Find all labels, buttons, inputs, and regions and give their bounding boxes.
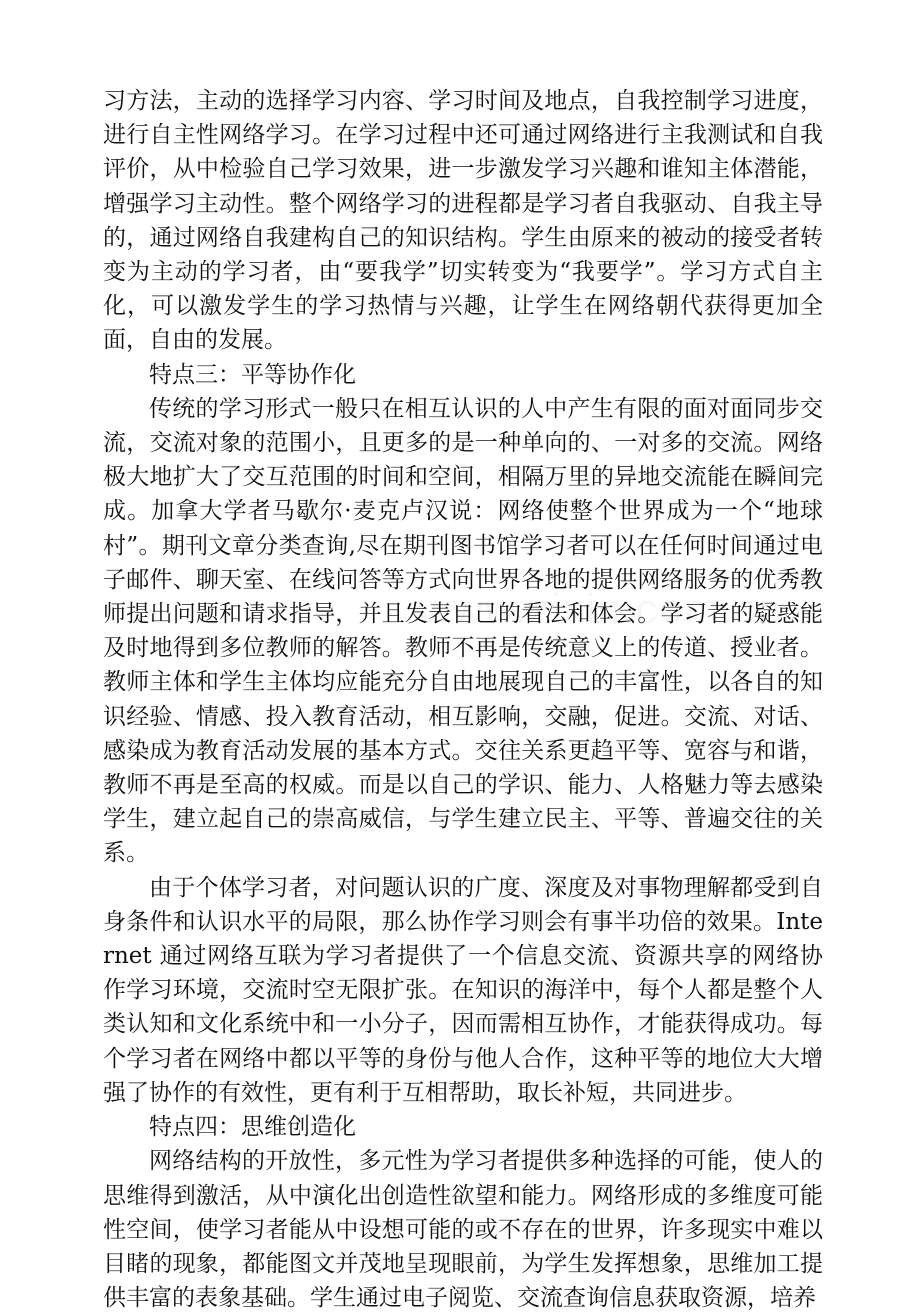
paragraph-equal-collaboration: 传统的学习形式一般只在相互认识的人中产生有限的面对面同步交流，交流对象的范围小，且更多的是一种单向的、一对多的交流。网络极大地扩大了交互范围的时间和空间，相隔万里的异地交流能在瞬间完成。加拿大学者马歇尔·麦克卢汉说：网络使整个世界成为一个“地球村”。期刊文章分类查询,尽在期刊图书馆学习者可以在任何时间通过电子邮件、聊天室、在线问答等方式向世界各地的提供网络服务的优秀教师提出问题和请求指导，并且发表自己的看法和体会。学习者的疑惑能及时地得到多位教师的解答。教师不再是传统意义上的传道、授业者。教师主体和学生主体均应能充分自由地展现自己的丰富性，以各自的知识经验、情感、投入教育活动，相互影响，交融，促进。交流、对话、感染成为教育活动发展的基本方式。交往关系更趋平等、宽容与和谐，教师不再是至高的权威。而是以自己的学识、能力、人格魅力等去感染学生，建立起自己的崇高威信，与学生建立民主、平等、普遍交往的关系。 bbox=[103, 395, 823, 867]
document-body bbox=[103, 84, 823, 1315]
paragraph-continuation: 习方法，主动的选择学习内容、学习时间及地点，自我控制学习进度，进行自主性网络学习。在学习过程中还可通过网络进行主我测试和自我评价，从中检验自己学习效果，进一步激发学习兴趣和谁知主体潜能，增强学习主动性。整个网络学习的进程都是学习者自我驱动、自我主导的，通过网络自我建构自己的知识结构。学生由原来的被动的接受者转变为主动的学习者，由“要我学”切实转变为“我要学”。学习方式自主化，可以激发学生的学习热情与兴趣，让学生在网络朝代获得更加全面，自由的发展。 bbox=[103, 88, 823, 354]
paragraph-collaborative-learning: 由于个体学习者，对问题认识的广度、深度及对事物理解都受到自身条件和认识水平的局限，那么协作学习则会有事半功倍的效果。Internet 通过网络互联为学习者提供了一个信息交流、资源共享的网络协作学习环境，交流时空无限扩张。在知识的海洋中，每个人都是整个人类认知和文化系统中和一小分子，因而需相互协作，才能获得成功。每个学习者在网络中都以平等的身份与他人合作，这种平等的地位大大增强了协作的有效性，更有利于互相帮助，取长补短，共同进步。 bbox=[103, 874, 823, 1106]
section-heading-four: 特点四：思维创造化 bbox=[149, 1114, 356, 1141]
section-heading-three: 特点三：平等协作化 bbox=[149, 361, 356, 388]
paragraph-creative-thinking: 网络结构的开放性，多元性为学习者提供多种选择的可能，使人的思维得到激活，从中演化出创造性欲望和能力。网络形成的多维度可能性空间，使学习者能从中设想可能的或不存在的世界，许多现实中难以目睹的现象，都能图文并茂地呈现眼前，为学生发挥想象，思维加工提供丰富的表象基础。学生通过电子阅览、交流查询信息获取资源，培养 bbox=[103, 1148, 823, 1312]
